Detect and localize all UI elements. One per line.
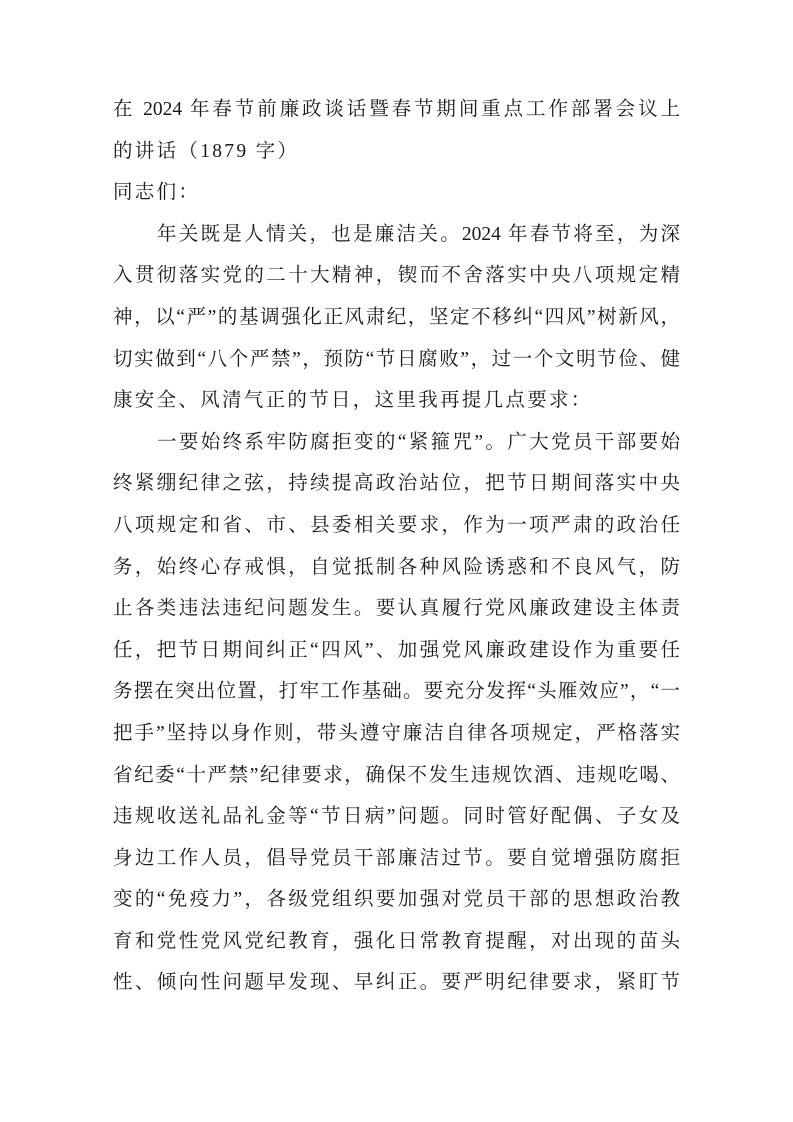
title-line-1: 在 2024 年春节前廉政谈话暨春节期间重点工作部署会议上	[113, 99, 680, 120]
paragraph-2-line: 任，把节日期间纠正“四风”、加强党风廉政建设作为重要任	[113, 639, 680, 661]
paragraph-1-line: 年关既是人情关，也是廉洁关。2024 年春节将至，为深	[157, 223, 680, 245]
paragraph-2-line: 性、倾向性问题早发现、早纠正。要严明纪律要求，紧盯节	[113, 972, 680, 994]
salutation: 同志们：	[113, 182, 201, 204]
paragraph-1-line: 神，以“严”的基调强化正风肃纪，坚定不移纠“四风”树新风，	[113, 306, 680, 328]
paragraph-2-line: 一要始终系牢防腐拒变的“紧箍咒”。广大党员干部要始	[157, 431, 680, 453]
paragraph-2-line: 违规收送礼品礼金等“节日病”问题。同时管好配偶、子女及	[113, 806, 680, 828]
paragraph-1-line: 康安全、风清气正的节日，这里我再提几点要求：	[113, 390, 593, 412]
paragraph-2-line: 育和党性党风党纪教育，强化日常教育提醒，对出现的苗头	[113, 930, 680, 952]
paragraph-2-line: 止各类违法违纪问题发生。要认真履行党风廉政建设主体责	[113, 598, 680, 620]
title-line-2: 的讲话（1879 字）	[113, 140, 300, 162]
paragraph-2-line: 身边工作人员，倡导党员干部廉洁过节。要自觉增强防腐拒	[113, 847, 680, 869]
paragraph-2-line: 终紧绷纪律之弦，持续提高政治站位，把节日期间落实中央	[113, 473, 680, 495]
paragraph-1-line: 入贯彻落实党的二十大精神，锲而不舍落实中央八项规定精	[113, 265, 680, 287]
paragraph-2-line: 省纪委“十严禁”纪律要求，确保不发生违规饮酒、违规吃喝、	[113, 764, 680, 786]
document-body	[113, 89, 680, 1004]
paragraph-2-line: 把手”坚持以身作则，带头遵守廉洁自律各项规定，严格落实	[113, 722, 680, 744]
paragraph-2-line: 八项规定和省、市、县委相关要求，作为一项严肃的政治任	[113, 514, 680, 536]
paragraph-2-line: 变的“免疫力”，各级党组织要加强对党员干部的思想政治教	[113, 889, 680, 911]
paragraph-2-line: 务，始终心存戒惧，自觉抵制各种风险诱惑和不良风气，防	[113, 556, 680, 578]
paragraph-2-line: 务摆在突出位置，打牢工作基础。要充分发挥“头雁效应”，“一	[113, 681, 680, 703]
paragraph-1-line: 切实做到“八个严禁”，预防“节日腐败”，过一个文明节俭、健	[113, 348, 680, 370]
